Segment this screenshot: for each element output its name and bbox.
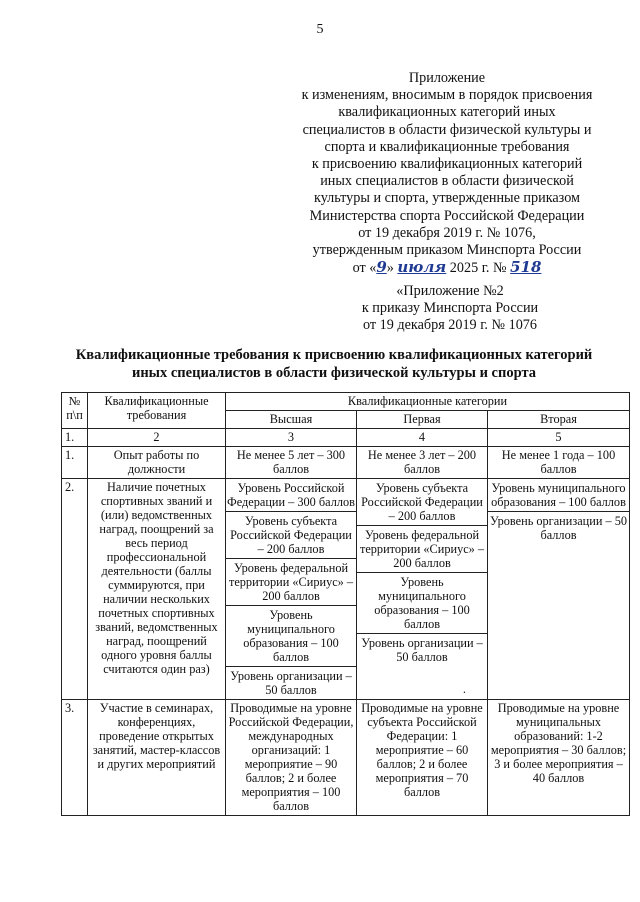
header-second: Вторая — [488, 411, 630, 429]
level-item: Уровень организации – 50 баллов — [230, 669, 352, 697]
second-cell — [488, 479, 630, 700]
page-number: 5 — [316, 22, 324, 37]
level-item: Уровень Российской Федерации – 300 баллов — [226, 479, 356, 512]
second-cell: Не менее 1 года – 100 баллов — [488, 447, 630, 479]
col-number: 5 — [488, 429, 630, 447]
column-number-row — [62, 429, 630, 447]
appendix2-line: к приказу Минспорта России — [361, 300, 539, 317]
header-first: Первая — [357, 411, 488, 429]
header-num: № п\п — [62, 393, 88, 429]
requirement-cell: Участие в семинарах, конференциях, проведение открытых занятий, мастер-классов и других мероприятий — [88, 700, 226, 816]
appendix2-header — [300, 283, 600, 335]
appendix2-line: от 19 декабря 2019 г. № 1076 — [363, 317, 537, 334]
appendix-line: спорта и квалификационные требования — [324, 138, 570, 155]
header-categories: Квалификационные категории — [226, 393, 630, 411]
level-item — [357, 634, 487, 699]
first-cell: Не менее 3 лет – 200 баллов — [357, 447, 488, 479]
handwritten-month: июля — [397, 258, 447, 277]
appendix-line: к изменениям, вносимым в порядок присвоения — [301, 87, 593, 104]
handwritten-order-number: 518 — [510, 258, 542, 277]
requirement-cell: Наличие почетных спортивных званий и (или) ведомственных наград, поощрений за весь период профессиональной деятельности (баллы суммируются, при наличии нескольких почетных спортивных званий, ведомственных наград, поощрений одного уровня баллы считаются один раз) — [88, 479, 226, 700]
appendix-line: культуры и спорта, утвержденные приказом — [314, 190, 580, 207]
appendix2-line: «Приложение №2 — [396, 283, 504, 299]
first-cell — [357, 479, 488, 700]
table-row — [62, 479, 630, 700]
level-item: Уровень муниципального образования – 100 баллов — [357, 573, 487, 634]
highest-levels — [226, 479, 356, 699]
second-cell: Проводимые на уровне муниципальных образований: 1-2 мероприятия – 30 баллов; 3 и более мероприятия – 40 баллов — [488, 700, 630, 816]
appendix-line: Приложение — [408, 70, 486, 86]
row-number: 1. — [62, 447, 88, 479]
level-item: Уровень субъекта Российской Федерации – 200 баллов — [226, 512, 356, 559]
col-number: 1. — [62, 429, 88, 447]
col-number: 3 — [226, 429, 357, 447]
table-row — [62, 447, 630, 479]
col-number: 2 — [88, 429, 226, 447]
level-item: Уровень организации – 50 баллов — [490, 514, 627, 542]
header-highest: Высшая — [226, 411, 357, 429]
date-quote: » — [386, 260, 394, 277]
col-number: 4 — [357, 429, 488, 447]
level-item: Уровень муниципального образования – 100 баллов — [488, 479, 629, 512]
first-levels — [357, 479, 487, 698]
requirement-cell: Опыт работы по должности — [88, 447, 226, 479]
title-line-1: Квалификационные требования к присвоению квалификационных категорий — [75, 347, 593, 363]
date-year: 2025 г. № — [449, 260, 507, 277]
level-text: Уровень организации – 50 баллов — [361, 636, 483, 664]
row-number: 2. — [62, 479, 88, 700]
appendix-line: к присвоению квалификационных категорий — [311, 156, 583, 173]
appendix-line: квалификационных категорий иных — [338, 104, 556, 121]
first-cell: Проводимые на уровне субъекта Российской Федерации: 1 мероприятие – 60 баллов; 2 и более мероприятия – 70 баллов — [357, 700, 488, 816]
highest-cell: Не менее 5 лет – 300 баллов — [226, 447, 357, 479]
document-title — [60, 347, 608, 382]
highest-cell — [226, 479, 357, 700]
level-item: Уровень федеральной территории «Сириус» – 200 баллов — [226, 559, 356, 606]
appendix-line: иных специалистов в области физической — [320, 173, 574, 190]
appendix-line: утвержденным приказом Минспорта России — [312, 242, 582, 259]
second-levels — [488, 479, 629, 544]
handwritten-day: 9 — [376, 258, 387, 277]
level-item: Уровень субъекта Российской Федерации – 200 баллов — [357, 479, 487, 526]
requirements-table — [61, 392, 630, 816]
header-requirements: Квалификационные требования — [88, 393, 226, 429]
appendix-line: Министерства спорта Российской Федерации — [309, 207, 585, 224]
date-prefix: от « — [352, 260, 377, 277]
appendix-line: специалистов в области физической культуры и — [302, 121, 592, 138]
stray-dot: . — [462, 682, 466, 696]
level-item: Уровень федеральной территории «Сириус» – 200 баллов — [357, 526, 487, 573]
order-date-line — [288, 259, 606, 277]
table-row — [62, 700, 630, 816]
level-item: Уровень муниципального образования – 100 баллов — [226, 606, 356, 667]
appendix-line: от 19 декабря 2019 г. № 1076, — [358, 224, 536, 241]
title-line-2: иных специалистов в области физической культуры и спорта — [131, 364, 537, 381]
appendix-header — [288, 70, 606, 277]
row-number: 3. — [62, 700, 88, 816]
highest-cell: Проводимые на уровне Российской Федерации, международных организаций: 1 мероприятие – 90 баллов; 2 и более мероприятия – 100 баллов — [226, 700, 357, 816]
table-header-row — [62, 393, 630, 411]
